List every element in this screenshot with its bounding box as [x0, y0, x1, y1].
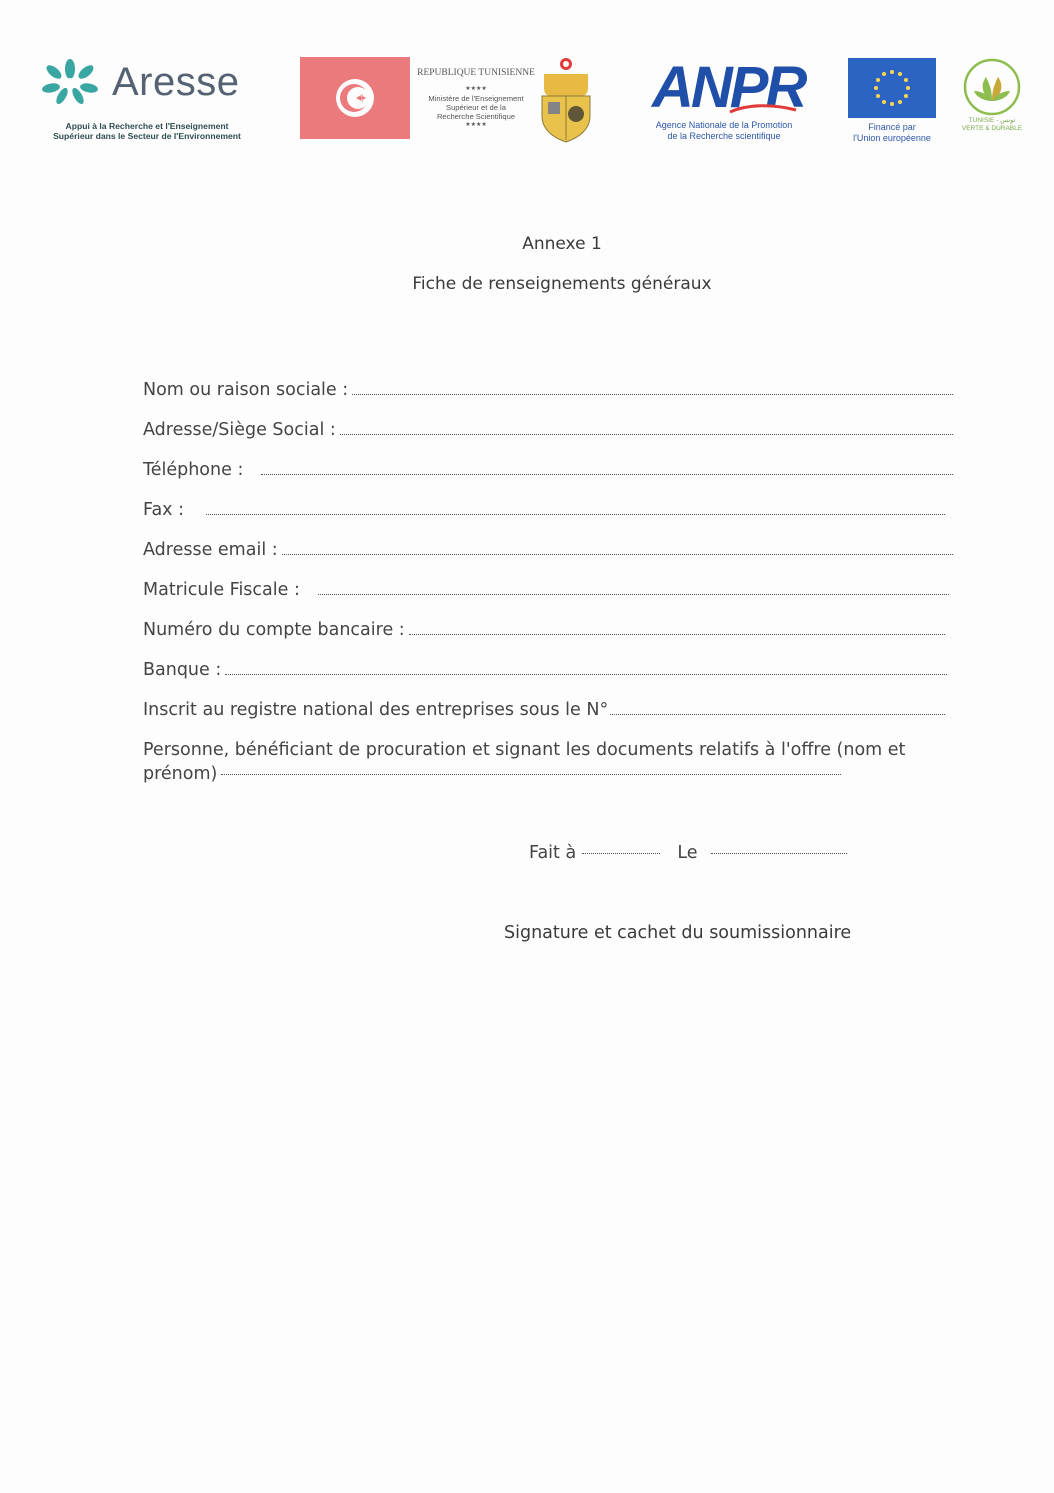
- anpr-logo-text: ANPR: [652, 55, 805, 120]
- field-label: Inscrit au registre national des entreprises sous le N°: [143, 700, 609, 720]
- anpr-subtitle: Agence Nationale de la Promotion de la Recherche scientifique: [655, 120, 793, 141]
- tunisia-flag: [300, 57, 410, 139]
- field-matricule[interactable]: [143, 576, 949, 600]
- annex-label: Annexe 1: [522, 234, 602, 254]
- field-label: Banque :: [143, 660, 222, 680]
- aresse-subtitle: Appui à la Recherche et l'Enseignement Supérieur dans le Secteur de l'Environnement: [53, 121, 241, 141]
- procuration-label-2: prénom): [143, 764, 218, 784]
- field-banque[interactable]: [143, 656, 947, 680]
- eu-subtitle: Financé par l'Union européenne: [853, 122, 931, 143]
- field-procuration[interactable]: [143, 738, 983, 786]
- tvd-subtitle: TUNISIE - تونس VERTE & DURABLE: [961, 117, 1023, 132]
- fait-le-line[interactable]: [529, 843, 847, 863]
- tunisia-coat-of-arms-icon: [538, 54, 594, 144]
- field-label: Matricule Fiscale :: [143, 580, 300, 600]
- field-nom[interactable]: [143, 376, 953, 400]
- field-label: Nom ou raison sociale :: [143, 380, 349, 400]
- field-registre[interactable]: [143, 696, 945, 720]
- field-adresse[interactable]: [143, 416, 953, 440]
- field-label: Numéro du compte bancaire :: [143, 620, 405, 640]
- field-label: Fax :: [143, 500, 184, 520]
- tunisie-verte-durable-icon: [962, 57, 1022, 117]
- signature-label: Signature et cachet du soumissionnaire: [504, 923, 852, 943]
- ministry-title: REPUBLIQUE TUNISIENNE: [417, 68, 535, 78]
- tunisia-crescent-star-icon: [300, 57, 410, 139]
- eu-stars-icon: [848, 58, 936, 118]
- field-email[interactable]: [143, 536, 953, 560]
- anpr-swoosh-icon: [728, 102, 798, 116]
- field-label: Téléphone :: [143, 460, 244, 480]
- procuration-label: Personne, bénéficiant de procuration et signant les documents relatifs à l'offre (nom et: [143, 740, 906, 760]
- fait-label: Fait à: [529, 843, 577, 863]
- aresse-emblem-icon: [40, 58, 100, 106]
- le-label: Le: [677, 843, 698, 863]
- field-fax[interactable]: [143, 496, 945, 520]
- field-label: Adresse/Siège Social :: [143, 420, 336, 440]
- ministry-subtitle: ★★★★ Ministère de l'Enseignement Supérieur et de la Recherche Scientifique ★★★★: [428, 86, 524, 128]
- eu-flag: [848, 58, 936, 118]
- field-label: Adresse email :: [143, 540, 278, 560]
- field-telephone[interactable]: [143, 456, 953, 480]
- field-compte-bancaire[interactable]: [143, 616, 945, 640]
- aresse-logo-text: Aresse: [112, 60, 240, 104]
- form-title: Fiche de renseignements généraux: [412, 274, 712, 294]
